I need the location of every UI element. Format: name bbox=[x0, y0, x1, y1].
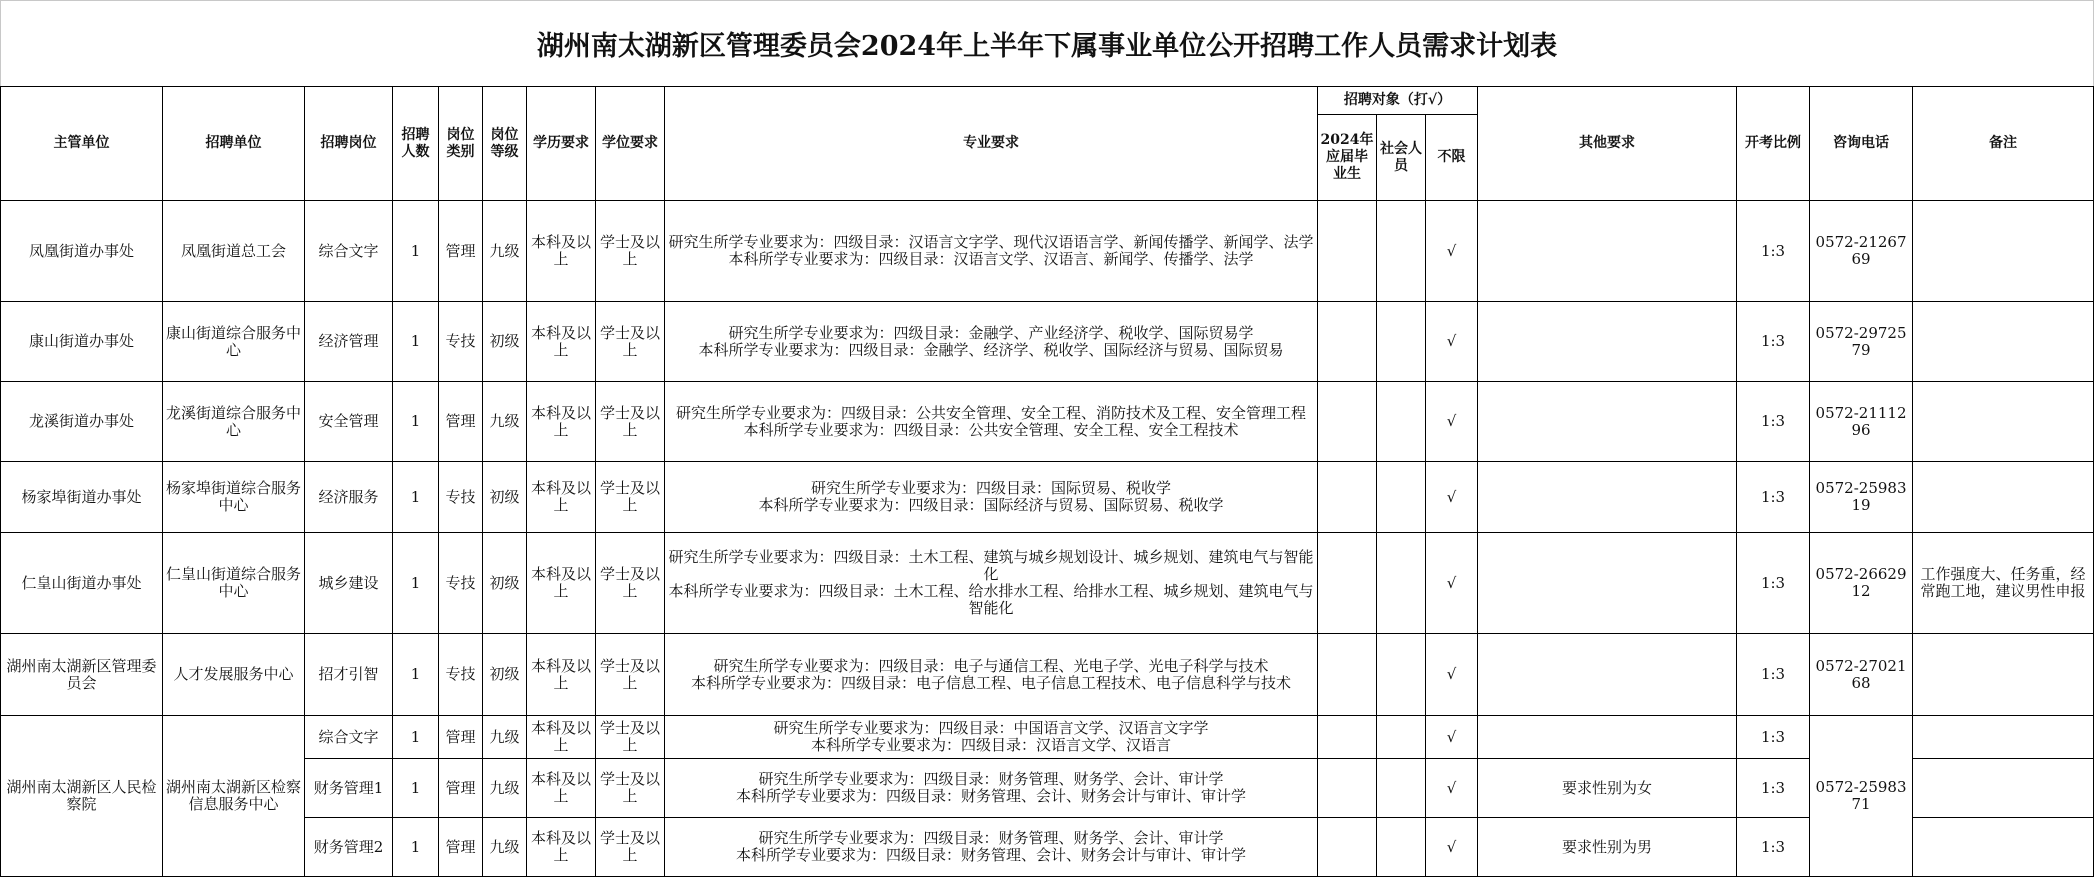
cell-note bbox=[1913, 716, 2094, 759]
cell-count: 1 bbox=[393, 462, 439, 533]
header-other: 其他要求 bbox=[1478, 87, 1737, 201]
cell-supervisor: 凤凰街道办事处 bbox=[1, 201, 163, 302]
major-grad: 研究生所学专业要求为：四级目录：中国语言文学、汉语言文字学 bbox=[773, 719, 1209, 737]
header-grade: 岗位等级 bbox=[483, 87, 527, 201]
cell-target-social bbox=[1377, 533, 1426, 634]
cell-position: 财务管理1 bbox=[305, 759, 393, 818]
cell-unit: 龙溪街道综合服务中心 bbox=[163, 382, 305, 462]
cell-target-any: √ bbox=[1426, 462, 1478, 533]
header-unit: 招聘单位 bbox=[163, 87, 305, 201]
header-category: 岗位类别 bbox=[439, 87, 483, 201]
cell-phone: 0572-2598319 bbox=[1810, 462, 1913, 533]
table-body bbox=[1, 201, 2094, 877]
table-row bbox=[1, 818, 2094, 877]
table-row bbox=[1, 382, 2094, 462]
cell-category: 专技 bbox=[439, 462, 483, 533]
table-row bbox=[1, 201, 2094, 302]
cell-target-social bbox=[1377, 818, 1426, 877]
cell-major bbox=[665, 462, 1318, 533]
cell-degree: 学士及以上 bbox=[596, 201, 665, 302]
cell-count: 1 bbox=[393, 759, 439, 818]
cell-count: 1 bbox=[393, 634, 439, 716]
cell-target-grad bbox=[1318, 716, 1377, 759]
cell-target-social bbox=[1377, 201, 1426, 302]
cell-position: 财务管理2 bbox=[305, 818, 393, 877]
cell-count: 1 bbox=[393, 533, 439, 634]
cell-phone: 0572-2126769 bbox=[1810, 201, 1913, 302]
major-grad: 研究生所学专业要求为：四级目录：汉语言文字学、现代汉语语言学、新闻传播学、新闻学、法学 bbox=[668, 233, 1314, 251]
header-target: 招聘对象（打√） bbox=[1318, 87, 1478, 115]
cell-other: 要求性别为女 bbox=[1478, 759, 1737, 818]
cell-category: 管理 bbox=[439, 716, 483, 759]
cell-target-social bbox=[1377, 382, 1426, 462]
cell-target-any: √ bbox=[1426, 533, 1478, 634]
cell-unit: 人才发展服务中心 bbox=[163, 634, 305, 716]
header-target-grad: 2024年应届毕业生 bbox=[1318, 115, 1377, 201]
cell-supervisor: 康山街道办事处 bbox=[1, 302, 163, 382]
cell-unit: 仁皇山街道综合服务中心 bbox=[163, 533, 305, 634]
cell-note: 工作强度大、任务重，经常跑工地，建议男性申报 bbox=[1913, 533, 2094, 634]
cell-note bbox=[1913, 634, 2094, 716]
cell-major bbox=[665, 382, 1318, 462]
cell-phone: 0572-2972579 bbox=[1810, 302, 1913, 382]
cell-category: 管理 bbox=[439, 201, 483, 302]
cell-count: 1 bbox=[393, 716, 439, 759]
cell-grade: 九级 bbox=[483, 716, 527, 759]
table-row bbox=[1, 634, 2094, 716]
cell-target-any: √ bbox=[1426, 759, 1478, 818]
cell-category: 管理 bbox=[439, 818, 483, 877]
cell-target-social bbox=[1377, 634, 1426, 716]
cell-unit: 湖州南太湖新区检察信息服务中心 bbox=[163, 716, 305, 877]
cell-ratio: 1:3 bbox=[1737, 462, 1810, 533]
cell-target-social bbox=[1377, 302, 1426, 382]
title-bar bbox=[0, 0, 2094, 86]
cell-target-grad bbox=[1318, 759, 1377, 818]
cell-target-any: √ bbox=[1426, 634, 1478, 716]
cell-ratio: 1:3 bbox=[1737, 533, 1810, 634]
cell-note bbox=[1913, 759, 2094, 818]
cell-target-grad bbox=[1318, 634, 1377, 716]
cell-supervisor: 湖州南太湖新区人民检察院 bbox=[1, 716, 163, 877]
major-ug: 本科所学专业要求为：四级目录：土木工程、给水排水工程、给排水工程、城乡规划、建筑电气与智能化 bbox=[668, 582, 1314, 617]
cell-target-grad bbox=[1318, 382, 1377, 462]
cell-position: 招才引智 bbox=[305, 634, 393, 716]
cell-ratio: 1:3 bbox=[1737, 302, 1810, 382]
major-ug: 本科所学专业要求为：四级目录：国际经济与贸易、国际贸易、税收学 bbox=[758, 496, 1224, 514]
cell-supervisor: 仁皇山街道办事处 bbox=[1, 533, 163, 634]
cell-target-any: √ bbox=[1426, 302, 1478, 382]
cell-major bbox=[665, 302, 1318, 382]
cell-target-social bbox=[1377, 462, 1426, 533]
cell-target-any: √ bbox=[1426, 382, 1478, 462]
cell-supervisor: 龙溪街道办事处 bbox=[1, 382, 163, 462]
major-grad: 研究生所学专业要求为：四级目录：金融学、产业经济学、税收学、国际贸易学 bbox=[728, 323, 1254, 342]
cell-other bbox=[1478, 382, 1737, 462]
cell-education: 本科及以上 bbox=[527, 462, 596, 533]
recruitment-table bbox=[0, 86, 2094, 877]
cell-ratio: 1:3 bbox=[1737, 716, 1810, 759]
cell-other bbox=[1478, 201, 1737, 302]
header-target-social: 社会人员 bbox=[1377, 115, 1426, 201]
cell-education: 本科及以上 bbox=[527, 382, 596, 462]
major-ug: 本科所学专业要求为：四级目录：金融学、经济学、税收学、国际经济与贸易、国际贸易 bbox=[698, 340, 1284, 359]
header-ratio: 开考比例 bbox=[1737, 87, 1810, 201]
cell-category: 专技 bbox=[439, 634, 483, 716]
cell-education: 本科及以上 bbox=[527, 716, 596, 759]
major-grad: 研究生所学专业要求为：四级目录：土木工程、建筑与城乡规划设计、城乡规划、建筑电气与智能化 bbox=[668, 548, 1314, 583]
header-supervisor: 主管单位 bbox=[1, 87, 163, 201]
cell-category: 专技 bbox=[439, 302, 483, 382]
cell-education: 本科及以上 bbox=[527, 759, 596, 818]
cell-target-any: √ bbox=[1426, 818, 1478, 877]
cell-grade: 九级 bbox=[483, 759, 527, 818]
cell-major bbox=[665, 533, 1318, 634]
cell-target-grad bbox=[1318, 462, 1377, 533]
cell-note bbox=[1913, 201, 2094, 302]
cell-degree: 学士及以上 bbox=[596, 533, 665, 634]
cell-other bbox=[1478, 634, 1737, 716]
cell-degree: 学士及以上 bbox=[596, 302, 665, 382]
cell-grade: 初级 bbox=[483, 634, 527, 716]
cell-unit: 凤凰街道总工会 bbox=[163, 201, 305, 302]
cell-grade: 初级 bbox=[483, 302, 527, 382]
cell-target-social bbox=[1377, 759, 1426, 818]
major-grad: 研究生所学专业要求为：四级目录：财务管理、财务学、会计、审计学 bbox=[758, 770, 1224, 788]
cell-degree: 学士及以上 bbox=[596, 818, 665, 877]
cell-ratio: 1:3 bbox=[1737, 634, 1810, 716]
header-count: 招聘人数 bbox=[393, 87, 439, 201]
table-row bbox=[1, 533, 2094, 634]
table-row bbox=[1, 302, 2094, 382]
cell-target-grad bbox=[1318, 818, 1377, 877]
cell-education: 本科及以上 bbox=[527, 533, 596, 634]
cell-major bbox=[665, 716, 1318, 759]
header-position: 招聘岗位 bbox=[305, 87, 393, 201]
cell-ratio: 1:3 bbox=[1737, 382, 1810, 462]
cell-ratio: 1:3 bbox=[1737, 201, 1810, 302]
major-ug: 本科所学专业要求为：四级目录：财务管理、会计、财务会计与审计、审计学 bbox=[735, 787, 1246, 805]
major-ug: 本科所学专业要求为：四级目录：电子信息工程、电子信息工程技术、电子信息科学与技术 bbox=[690, 673, 1291, 692]
cell-category: 管理 bbox=[439, 759, 483, 818]
cell-unit: 康山街道综合服务中心 bbox=[163, 302, 305, 382]
cell-category: 专技 bbox=[439, 533, 483, 634]
cell-position: 安全管理 bbox=[305, 382, 393, 462]
cell-target-grad bbox=[1318, 533, 1377, 634]
cell-major bbox=[665, 201, 1318, 302]
major-grad: 研究生所学专业要求为：四级目录：财务管理、财务学、会计、审计学 bbox=[758, 829, 1224, 847]
header-row-1 bbox=[1, 87, 2094, 115]
cell-degree: 学士及以上 bbox=[596, 634, 665, 716]
cell-unit: 杨家埠街道综合服务中心 bbox=[163, 462, 305, 533]
cell-position: 经济服务 bbox=[305, 462, 393, 533]
cell-education: 本科及以上 bbox=[527, 634, 596, 716]
cell-phone: 0572-2702168 bbox=[1810, 634, 1913, 716]
cell-degree: 学士及以上 bbox=[596, 759, 665, 818]
cell-count: 1 bbox=[393, 302, 439, 382]
cell-education: 本科及以上 bbox=[527, 818, 596, 877]
cell-other: 要求性别为男 bbox=[1478, 818, 1737, 877]
cell-degree: 学士及以上 bbox=[596, 382, 665, 462]
cell-phone: 0572-2598371 bbox=[1810, 716, 1913, 877]
header-note: 备注 bbox=[1913, 87, 2094, 201]
header-degree: 学位要求 bbox=[596, 87, 665, 201]
cell-target-grad bbox=[1318, 201, 1377, 302]
cell-grade: 初级 bbox=[483, 462, 527, 533]
cell-category: 管理 bbox=[439, 382, 483, 462]
cell-grade: 九级 bbox=[483, 201, 527, 302]
cell-major bbox=[665, 818, 1318, 877]
cell-grade: 九级 bbox=[483, 818, 527, 877]
cell-grade: 初级 bbox=[483, 533, 527, 634]
cell-other bbox=[1478, 533, 1737, 634]
header-phone: 咨询电话 bbox=[1810, 87, 1913, 201]
cell-supervisor: 湖州南太湖新区管理委员会 bbox=[1, 634, 163, 716]
cell-note bbox=[1913, 382, 2094, 462]
cell-supervisor: 杨家埠街道办事处 bbox=[1, 462, 163, 533]
cell-position: 综合文字 bbox=[305, 716, 393, 759]
header-target-any: 不限 bbox=[1426, 115, 1478, 201]
cell-target-any: √ bbox=[1426, 201, 1478, 302]
major-ug: 本科所学专业要求为：四级目录：公共安全管理、安全工程、安全工程技术 bbox=[743, 420, 1239, 439]
cell-target-grad bbox=[1318, 302, 1377, 382]
cell-position: 城乡建设 bbox=[305, 533, 393, 634]
cell-phone: 0572-2111296 bbox=[1810, 382, 1913, 462]
cell-count: 1 bbox=[393, 818, 439, 877]
major-ug: 本科所学专业要求为：四级目录：财务管理、会计、财务会计与审计、审计学 bbox=[735, 846, 1246, 864]
cell-major bbox=[665, 634, 1318, 716]
major-grad: 研究生所学专业要求为：四级目录：国际贸易、税收学 bbox=[810, 479, 1171, 497]
header-major: 专业要求 bbox=[665, 87, 1318, 201]
cell-major bbox=[665, 759, 1318, 818]
header-education: 学历要求 bbox=[527, 87, 596, 201]
cell-note bbox=[1913, 818, 2094, 877]
cell-target-social bbox=[1377, 716, 1426, 759]
cell-note bbox=[1913, 302, 2094, 382]
cell-other bbox=[1478, 462, 1737, 533]
cell-count: 1 bbox=[393, 201, 439, 302]
table-row bbox=[1, 462, 2094, 533]
cell-degree: 学士及以上 bbox=[596, 462, 665, 533]
cell-ratio: 1:3 bbox=[1737, 759, 1810, 818]
cell-ratio: 1:3 bbox=[1737, 818, 1810, 877]
cell-position: 经济管理 bbox=[305, 302, 393, 382]
cell-other bbox=[1478, 302, 1737, 382]
major-grad: 研究生所学专业要求为：四级目录：电子与通信工程、光电子学、光电子科学与技术 bbox=[713, 656, 1269, 675]
major-ug: 本科所学专业要求为：四级目录：汉语言文学、汉语言、新闻学、传播学、法学 bbox=[728, 250, 1254, 268]
cell-education: 本科及以上 bbox=[527, 201, 596, 302]
cell-target-any: √ bbox=[1426, 716, 1478, 759]
cell-count: 1 bbox=[393, 382, 439, 462]
cell-other bbox=[1478, 716, 1737, 759]
page-title: 湖州南太湖新区管理委员会2024年上半年下属事业单位公开招聘工作人员需求计划表 bbox=[536, 31, 1558, 62]
cell-grade: 九级 bbox=[483, 382, 527, 462]
cell-education: 本科及以上 bbox=[527, 302, 596, 382]
major-grad: 研究生所学专业要求为：四级目录：公共安全管理、安全工程、消防技术及工程、安全管理工程 bbox=[675, 403, 1306, 422]
table-row bbox=[1, 716, 2094, 759]
table-row bbox=[1, 759, 2094, 818]
cell-phone: 0572-2662912 bbox=[1810, 533, 1913, 634]
cell-note bbox=[1913, 462, 2094, 533]
cell-position: 综合文字 bbox=[305, 201, 393, 302]
cell-degree: 学士及以上 bbox=[596, 716, 665, 759]
major-ug: 本科所学专业要求为：四级目录：汉语言文学、汉语言 bbox=[810, 736, 1171, 754]
